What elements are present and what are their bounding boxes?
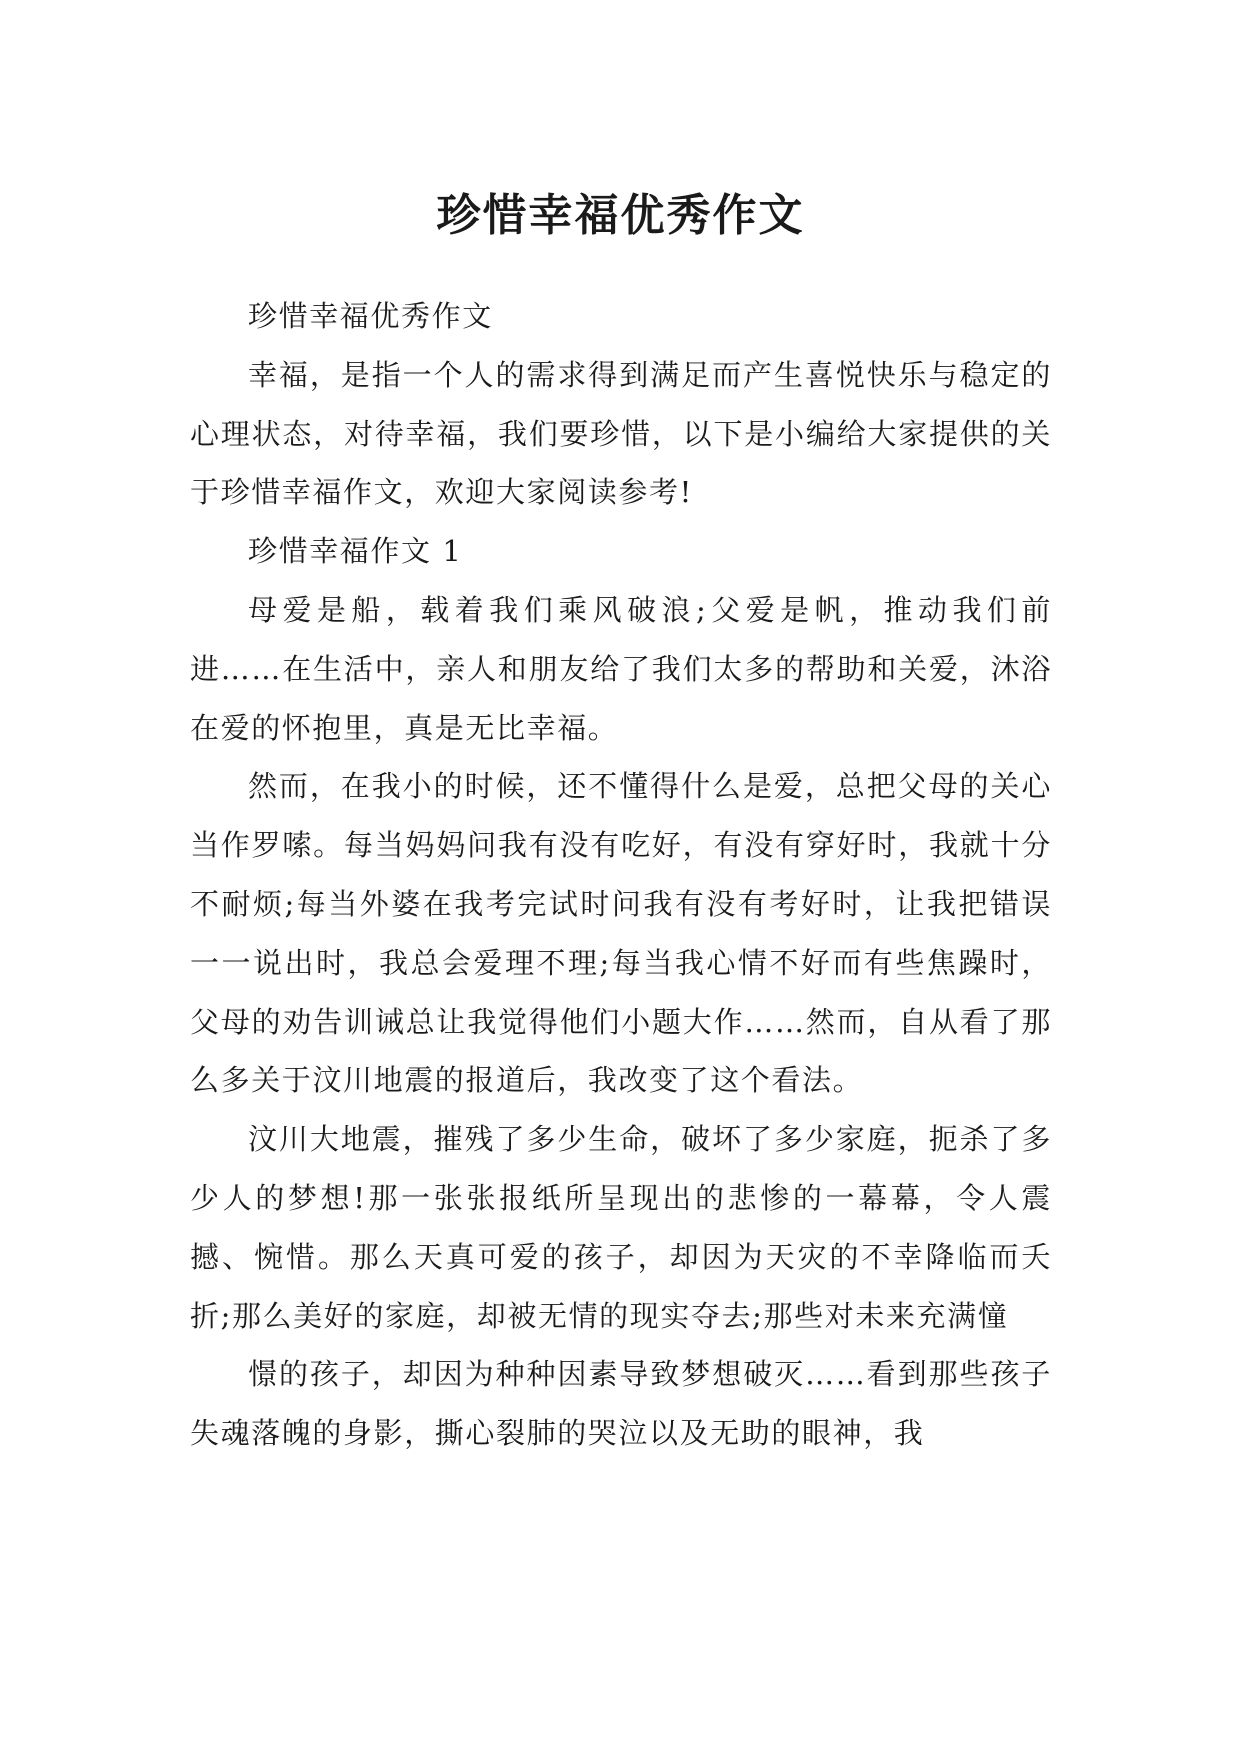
document-body — [190, 287, 1052, 1463]
paragraph: 母爱是船，载着我们乘风破浪;父爱是帆，推动我们前进……在生活中，亲人和朋友给了我们太多的帮助和关爱，沐浴在爱的怀抱里，真是无比幸福。 — [190, 592, 1052, 745]
paragraph: 憬的孩子，却因为种种因素导致梦想破灭……看到那些孩子失魂落魄的身影，撕心裂肺的哭泣以及无助的眼神，我 — [190, 1357, 1052, 1451]
paragraph-section-heading: 珍惜幸福作文 1 — [248, 534, 463, 569]
paragraph-subtitle: 珍惜幸福优秀作文 — [248, 299, 493, 333]
paragraph: 汶川大地震，摧残了多少生命，破坏了多少家庭，扼杀了多少人的梦想!那一张张报纸所呈现出的悲惨的一幕幕，令人震撼、惋惜。那么天真可爱的孩子，却因为天灾的不幸降临而夭折;那么美好的家庭，却被无情的现实夺去;那些对未来充满憧 — [190, 1122, 1052, 1333]
paragraph-intro: 幸福，是指一个人的需求得到满足而产生喜悦快乐与稳定的心理状态，对待幸福，我们要珍惜，以下是小编给大家提供的关于珍惜幸福作文，欢迎大家阅读参考! — [190, 357, 1052, 510]
paragraph: 然而，在我小的时候，还不懂得什么是爱，总把父母的关心当作罗嗦。每当妈妈问我有没有吃好，有没有穿好时，我就十分不耐烦;每当外婆在我考完试时问我有没有考好时，让我把错误一一说出时，我总会爱理不理;每当我心情不好而有些焦躁时，父母的劝告训诫总让我觉得他们小题大作……然而，自从看了那么多关于汶川地震的报道后，我改变了这个看法。 — [190, 769, 1052, 1098]
document-title: 珍惜幸福优秀作文 — [436, 190, 805, 242]
